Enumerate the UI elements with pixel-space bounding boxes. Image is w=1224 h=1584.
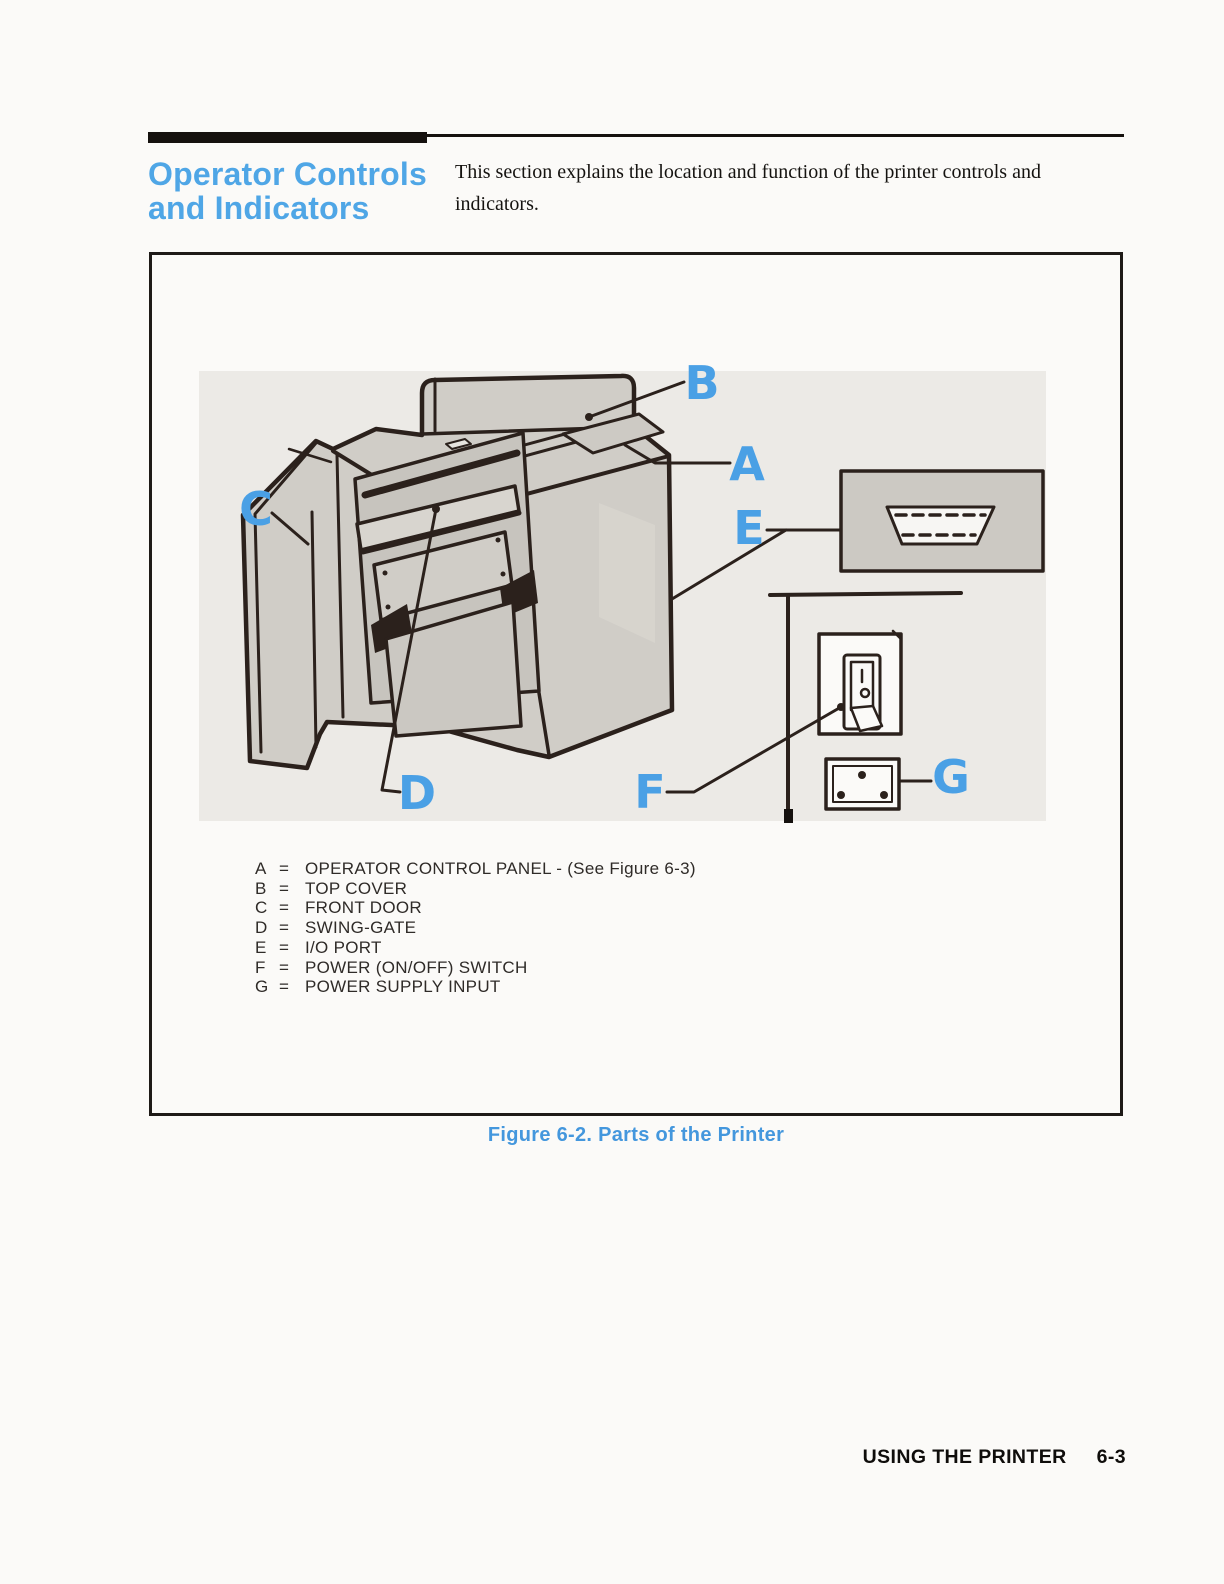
legend-item-f	[255, 958, 696, 978]
legend-item-d	[255, 918, 696, 938]
part-label-a: A	[729, 437, 765, 491]
figure-caption: Figure 6-2. Parts of the Printer	[487, 1124, 785, 1146]
legend-equals: =	[279, 937, 290, 957]
leader-d-dot	[432, 505, 440, 513]
legend-text: OPERATOR CONTROL PANEL - (See Figure 6-3)	[305, 859, 696, 878]
part-label-b: B	[684, 356, 720, 410]
page-footer	[863, 1446, 1126, 1469]
legend-item-a	[255, 859, 696, 879]
legend-equals: =	[279, 878, 290, 898]
legend-key: E	[255, 937, 267, 957]
legend-text: SWING-GATE	[305, 918, 417, 938]
legend-key: D	[255, 918, 268, 938]
legend-text: FRONT DOOR	[305, 898, 422, 918]
legend-item-c	[255, 898, 696, 918]
leader-b-dot	[585, 413, 593, 421]
io-connector	[887, 507, 994, 544]
legend-equals: =	[279, 918, 290, 938]
legend-text: TOP COVER	[305, 878, 408, 898]
legend-key: C	[255, 898, 268, 918]
part-label-g: G	[932, 750, 970, 804]
part-label-f: F	[634, 765, 666, 819]
section-heading-line1: Operator Controls	[148, 156, 427, 192]
io-port-detail	[841, 471, 1043, 571]
legend-key: F	[255, 957, 266, 977]
header-rule-thick	[148, 132, 427, 143]
legend-equals: =	[279, 977, 290, 997]
section-heading	[148, 157, 448, 225]
legend-text: I/O PORT	[305, 937, 382, 957]
legend-item-g	[255, 977, 696, 997]
part-label-d: D	[397, 766, 437, 820]
corner-line-tick	[784, 809, 793, 823]
intro-paragraph: This section explains the location and function of the printer controls and indicators.	[455, 161, 1041, 215]
figure-6-2-box	[149, 252, 1123, 1116]
footer-section-title: USING THE PRINTER	[862, 1446, 1067, 1468]
footer-page-number: 6-3	[1096, 1446, 1126, 1468]
corner-line-horizontal	[770, 593, 961, 595]
legend-equals: =	[279, 859, 290, 878]
section-heading-line2: and Indicators	[148, 190, 370, 226]
part-label-c: C	[239, 482, 273, 536]
legend-item-b	[255, 879, 696, 899]
figure-legend	[255, 859, 696, 997]
part-label-e: E	[733, 501, 765, 555]
legend-key: G	[255, 977, 269, 997]
legend-item-e	[255, 938, 696, 958]
leader-f-dot	[837, 703, 845, 711]
power-switch-detail	[819, 631, 901, 734]
legend-equals: =	[279, 898, 290, 918]
legend-equals: =	[279, 957, 290, 977]
legend-key: B	[255, 878, 267, 898]
legend-text: POWER SUPPLY INPUT	[305, 977, 501, 997]
power-input-detail	[826, 759, 899, 809]
legend-key: A	[255, 859, 267, 878]
legend-text: POWER (ON/OFF) SWITCH	[305, 957, 528, 977]
